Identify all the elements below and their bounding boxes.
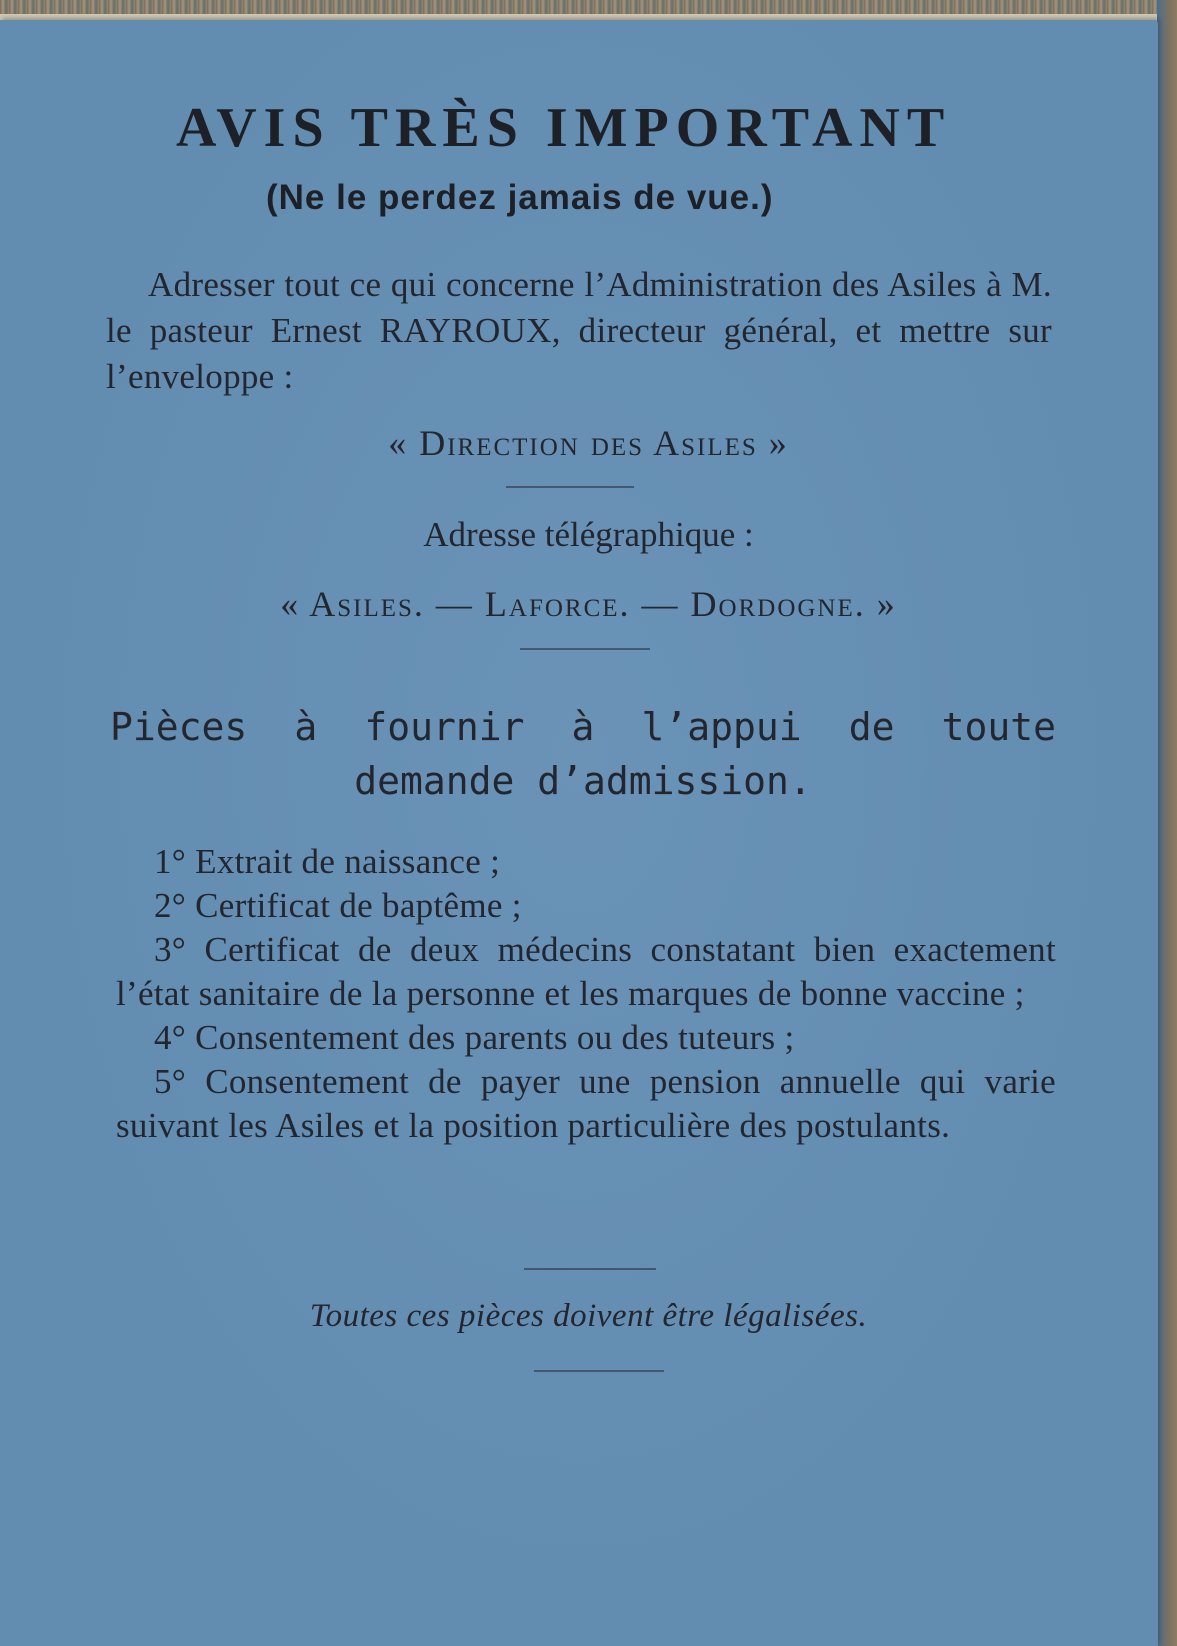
divider-rule-1 <box>506 486 634 488</box>
divider-rule-3 <box>524 1268 656 1270</box>
legalisation-note: Toutes ces pièces doivent être légalisées. <box>309 1298 868 1334</box>
pieces-heading <box>110 700 1056 808</box>
list-item: 1° Extrait de naissance ; <box>154 842 501 881</box>
divider-rule-4 <box>534 1370 664 1372</box>
list-item: 2° Certificat de baptême ; <box>154 886 522 925</box>
pieces-list <box>116 840 1056 1148</box>
address-paragraph: Adresser tout ce qui concerne l’Administration des Asiles à M. le pasteur Ernest RAYROUX, directeur général, et mettre sur l’enveloppe : <box>106 265 1052 396</box>
list-item: 5° Consentement de payer une pension annuelle qui varie suivant les Asiles et la position particulière des postulants. <box>116 1062 1056 1145</box>
pieces-heading-line-1: Pièces à fournir à l’appui de toute <box>110 705 1056 749</box>
divider-rule-2 <box>520 648 650 650</box>
notice-title: AVIS TRÈS IMPORTANT <box>176 97 952 159</box>
list-item: 4° Consentement des parents ou des tuteurs ; <box>154 1018 795 1057</box>
notice-subtitle: (Ne le perdez jamais de vue.) <box>266 178 774 217</box>
list-item: 3° Certificat de deux médecins constatant bien exactement l’état sanitaire de la personne et les marques de bonne vaccine ; <box>116 930 1056 1013</box>
telegraph-address: « Asiles. — Laforce. — Dordogne. » <box>280 584 897 624</box>
pieces-heading-line-2: demande d’admission. <box>354 759 812 803</box>
telegraph-label: Adresse télégraphique : <box>423 515 754 554</box>
envelope-direction: « Direction des Asiles » <box>388 423 789 463</box>
right-page-edge <box>1157 0 1177 1646</box>
page-edge-texture <box>0 0 1177 14</box>
